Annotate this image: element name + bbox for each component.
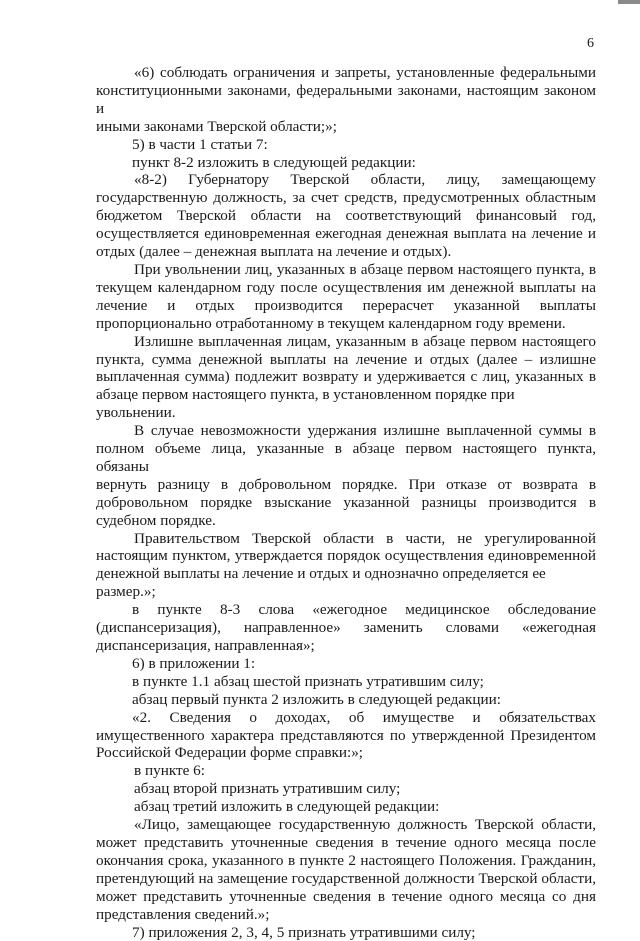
text-line: представления сведений.»;: [96, 906, 596, 924]
text-line: абзац третий изложить в следующей редакции:: [96, 798, 596, 816]
text-line: имущественного характера представляются по утвержденной Президентом: [96, 727, 596, 745]
text-line: «Лицо, замещающее государственную должность Тверской области,: [96, 816, 596, 834]
text-line: полном объеме лица, указанные в абзаце первом настоящего пункта, обязаны: [96, 440, 596, 476]
text-line: пункт 8-2 изложить в следующей редакции:: [96, 154, 596, 172]
text-line: денежной выплаты на лечение и отдых и однозначно определяется ее размер.»;: [96, 565, 596, 601]
text-line: диспансеризация, направленная»;: [96, 637, 596, 655]
text-line: государственную должность, за счет средств, предусмотренных областным: [96, 189, 596, 207]
text-line: может представить уточненные сведения в течение одного месяца после: [96, 834, 596, 852]
text-line: абзац первый пункта 2 изложить в следующей редакции:: [96, 691, 596, 709]
text-line: в пункте 8-3 слова «ежегодное медицинское обследование: [96, 601, 596, 619]
page-number: 6: [0, 36, 594, 52]
text-line: (диспансеризация), направленное» заменить словами «ежегодная: [96, 619, 596, 637]
text-line: иными законами Тверской области;»;: [96, 118, 596, 136]
text-line: абзац второй признать утратившим силу;: [96, 780, 596, 798]
text-line: претендующий на замещение государственной должности Тверской области,: [96, 870, 596, 888]
text-line: настоящим пунктом, утверждается порядок осуществления единовременной: [96, 547, 596, 565]
text-line: пропорционально отработанному в текущем календарном году времени.: [96, 315, 596, 333]
text-line: Российской Федерации форме справки:»;: [96, 744, 596, 762]
text-line: конституционными законами, федеральными законами, настоящим законом и: [96, 82, 596, 118]
text-line: абзаце первом настоящего пункта, в установленном порядке при увольнении.: [96, 386, 596, 422]
text-line: окончания срока, указанного в пункте 2 настоящего Положения. Гражданин,: [96, 852, 596, 870]
text-line: в пункте 1.1 абзац шестой признать утратившим силу;: [96, 673, 596, 691]
text-line: в пункте 6:: [96, 762, 596, 780]
text-line: «6) соблюдать ограничения и запреты, установленные федеральными: [96, 64, 596, 82]
text-line: 7) приложения 2, 3, 4, 5 признать утратившими силу;: [96, 924, 596, 941]
text-line: может представить уточненные сведения в течение одного месяца со дня: [96, 888, 596, 906]
text-line: Излишне выплаченная лицам, указанным в абзаце первом настоящего: [96, 333, 596, 351]
text-line: При увольнении лиц, указанных в абзаце первом настоящего пункта, в: [96, 261, 596, 279]
text-line: текущем календарном году после осуществления им денежной выплаты на: [96, 279, 596, 297]
text-line: бюджетом Тверской области на соответствующий финансовый год,: [96, 207, 596, 225]
text-line: «8-2) Губернатору Тверской области, лицу, замещающему: [96, 171, 596, 189]
text-line: осуществляется единовременная ежегодная денежная выплата на лечение и: [96, 225, 596, 243]
text-line: добровольном порядке взыскание указанной разницы производится в: [96, 494, 596, 512]
text-line: В случае невозможности удержания излишне выплаченной суммы в: [96, 422, 596, 440]
text-line: отдых (далее – денежная выплата на лечение и отдых).: [96, 243, 596, 261]
text-line: пункта, сумма денежной выплаты на лечение и отдых (далее – излишне: [96, 351, 596, 369]
text-line: Правительством Тверской области в части, не урегулированной: [96, 530, 596, 548]
text-line: «2. Сведения о доходах, об имуществе и обязательствах: [96, 709, 596, 727]
text-line: 6) в приложении 1:: [96, 655, 596, 673]
text-line: судебном порядке.: [96, 512, 596, 530]
page-corner-mark: [618, 0, 640, 4]
text-line: лечение и отдых производится перерасчет указанной выплаты: [96, 297, 596, 315]
document-body: [96, 64, 596, 941]
text-line: выплаченная сумма) подлежит возврату и удерживается с лиц, указанных в: [96, 368, 596, 386]
text-line: 5) в части 1 статьи 7:: [96, 136, 596, 154]
text-line: вернуть разницу в добровольном порядке. При отказе от возврата в: [96, 476, 596, 494]
